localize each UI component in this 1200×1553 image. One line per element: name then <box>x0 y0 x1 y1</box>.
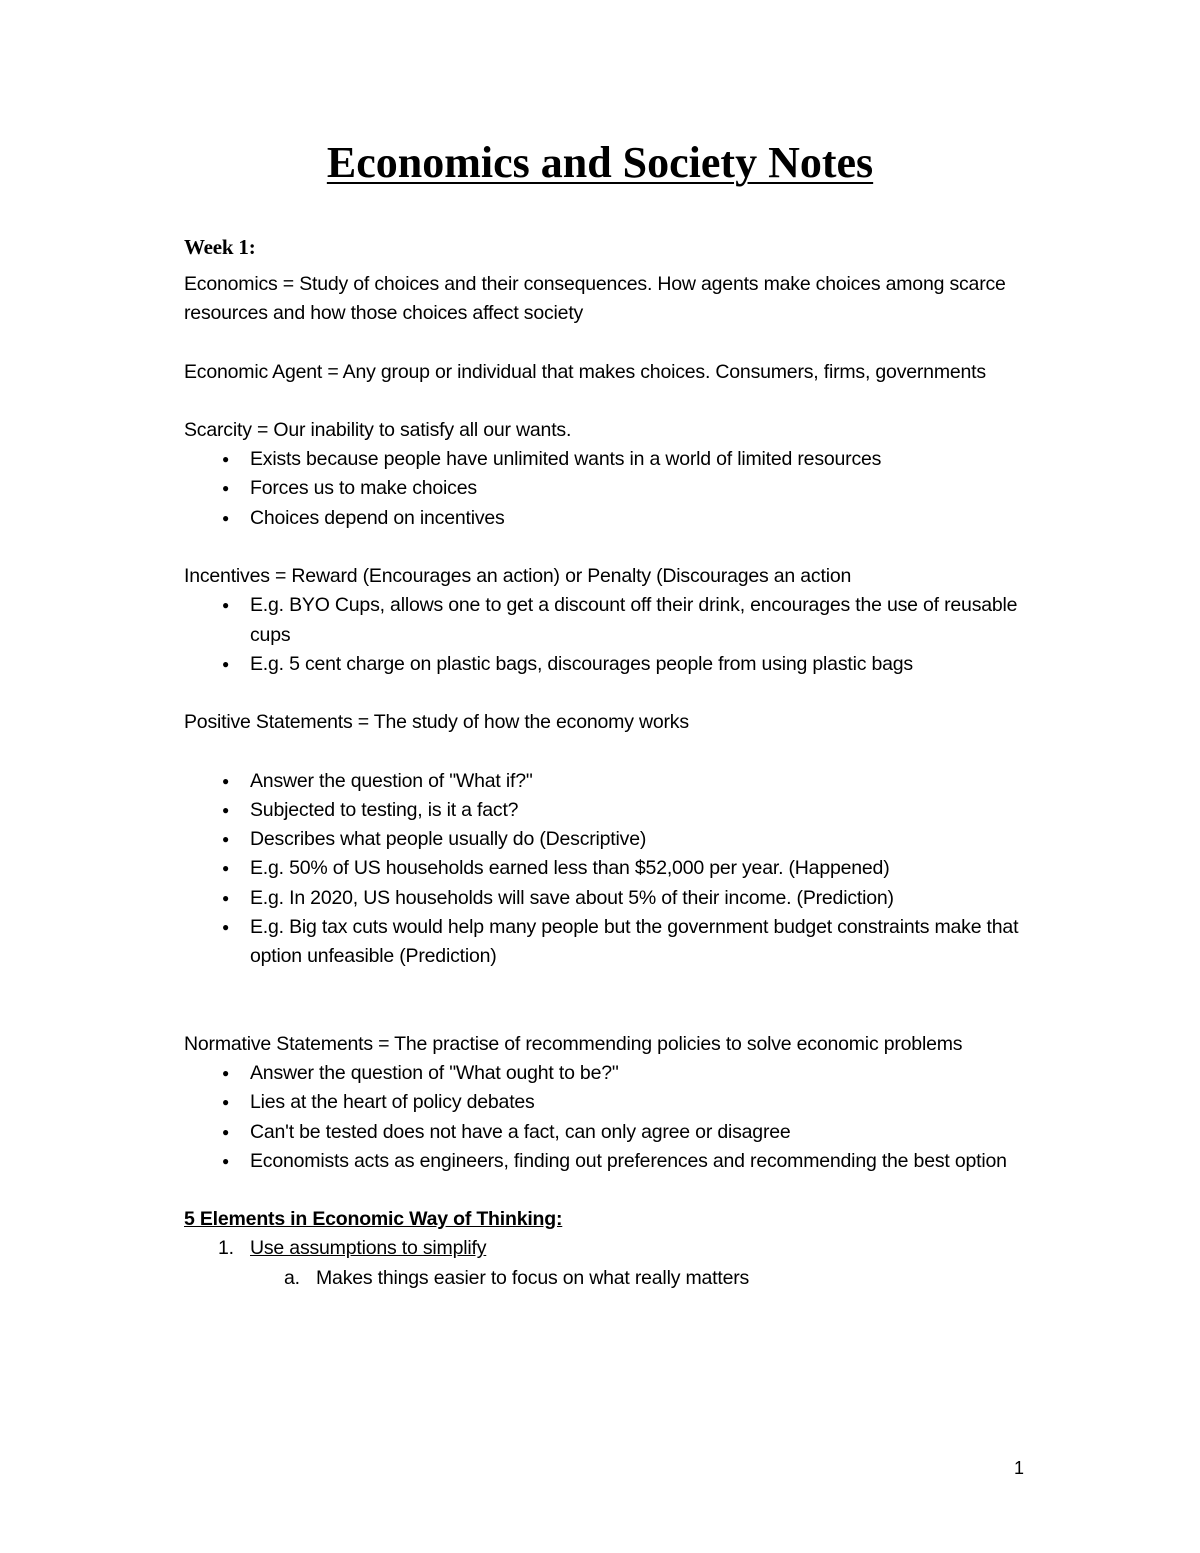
spacer <box>184 972 1024 1001</box>
list-item: ● Answer the question of "What if?" <box>184 767 1024 796</box>
elements-list <box>184 1234 1024 1263</box>
spacer <box>184 679 1024 708</box>
list-item: ● Subjected to testing, is it a fact? <box>184 796 1024 825</box>
spacer <box>184 387 1024 416</box>
week-heading: Week 1: <box>184 235 256 259</box>
positive-statements-list <box>184 767 1024 972</box>
sub-item-text: Makes things easier to focus on what really matters <box>316 1266 750 1289</box>
positive-statements-definition: Positive Statements = The study of how the economy works <box>184 711 689 734</box>
list-number: 1. <box>218 1237 234 1260</box>
list-item: ● Answer the question of "What ought to be?" <box>184 1059 1024 1088</box>
economic-agent-definition: Economic Agent = Any group or individual that makes choices. Consumers, firms, governments <box>184 360 986 383</box>
normative-statements-definition: Normative Statements = The practise of recommending policies to solve economic problems <box>184 1032 963 1055</box>
spacer <box>184 1001 1024 1030</box>
list-item <box>184 1234 1024 1263</box>
list-item: ● Economists acts as engineers, finding out preferences and recommending the best option <box>184 1147 1024 1176</box>
scarcity-list <box>184 445 1024 533</box>
incentives-definition: Incentives = Reward (Encourages an action) or Penalty (Discourages an action <box>184 565 852 588</box>
elements-heading: 5 Elements in Economic Way of Thinking: <box>184 1208 563 1231</box>
list-item: ● Can't be tested does not have a fact, can only agree or disagree <box>184 1118 1024 1147</box>
page-title: Economics and Society Notes <box>326 138 874 187</box>
list-item: ● E.g. In 2020, US households will save about 5% of their income. (Prediction) <box>184 884 1024 913</box>
list-item: ● Describes what people usually do (Descriptive) <box>184 825 1024 854</box>
normative-statements-list <box>184 1059 1024 1176</box>
list-item: ● Forces us to make choices <box>184 474 1024 503</box>
list-item: ● E.g. 50% of US households earned less than $52,000 per year. (Happened) <box>184 854 1024 883</box>
spacer <box>184 1176 1024 1205</box>
list-item <box>184 1264 1024 1293</box>
scarcity-definition: Scarcity = Our inability to satisfy all our wants. <box>184 418 572 441</box>
list-item: ● E.g. Big tax cuts would help many people but the government budget constraints make that option unfeasible (Prediction) <box>184 913 1024 972</box>
spacer <box>184 329 1024 358</box>
list-letter: a. <box>284 1266 300 1289</box>
list-item: ● E.g. 5 cent charge on plastic bags, discourages people from using plastic bags <box>184 650 1024 679</box>
list-item: ● Lies at the heart of policy debates <box>184 1088 1024 1117</box>
list-item: ● Exists because people have unlimited wants in a world of limited resources <box>184 445 1024 474</box>
incentives-list <box>184 591 1024 679</box>
list-item: ● E.g. BYO Cups, allows one to get a discount off their drink, encourages the use of reusable cups <box>184 591 1024 650</box>
element-title: Use assumptions to simplify <box>250 1237 487 1260</box>
page-number: 1 <box>1013 1458 1024 1478</box>
spacer <box>184 738 1024 767</box>
list-item: ● Choices depend on incentives <box>184 504 1024 533</box>
spacer <box>184 533 1024 562</box>
economics-definition: Economics = Study of choices and their consequences. How agents make choices among scarce resources and how those choices affect society <box>184 273 1006 325</box>
notes-body <box>184 232 1024 1293</box>
